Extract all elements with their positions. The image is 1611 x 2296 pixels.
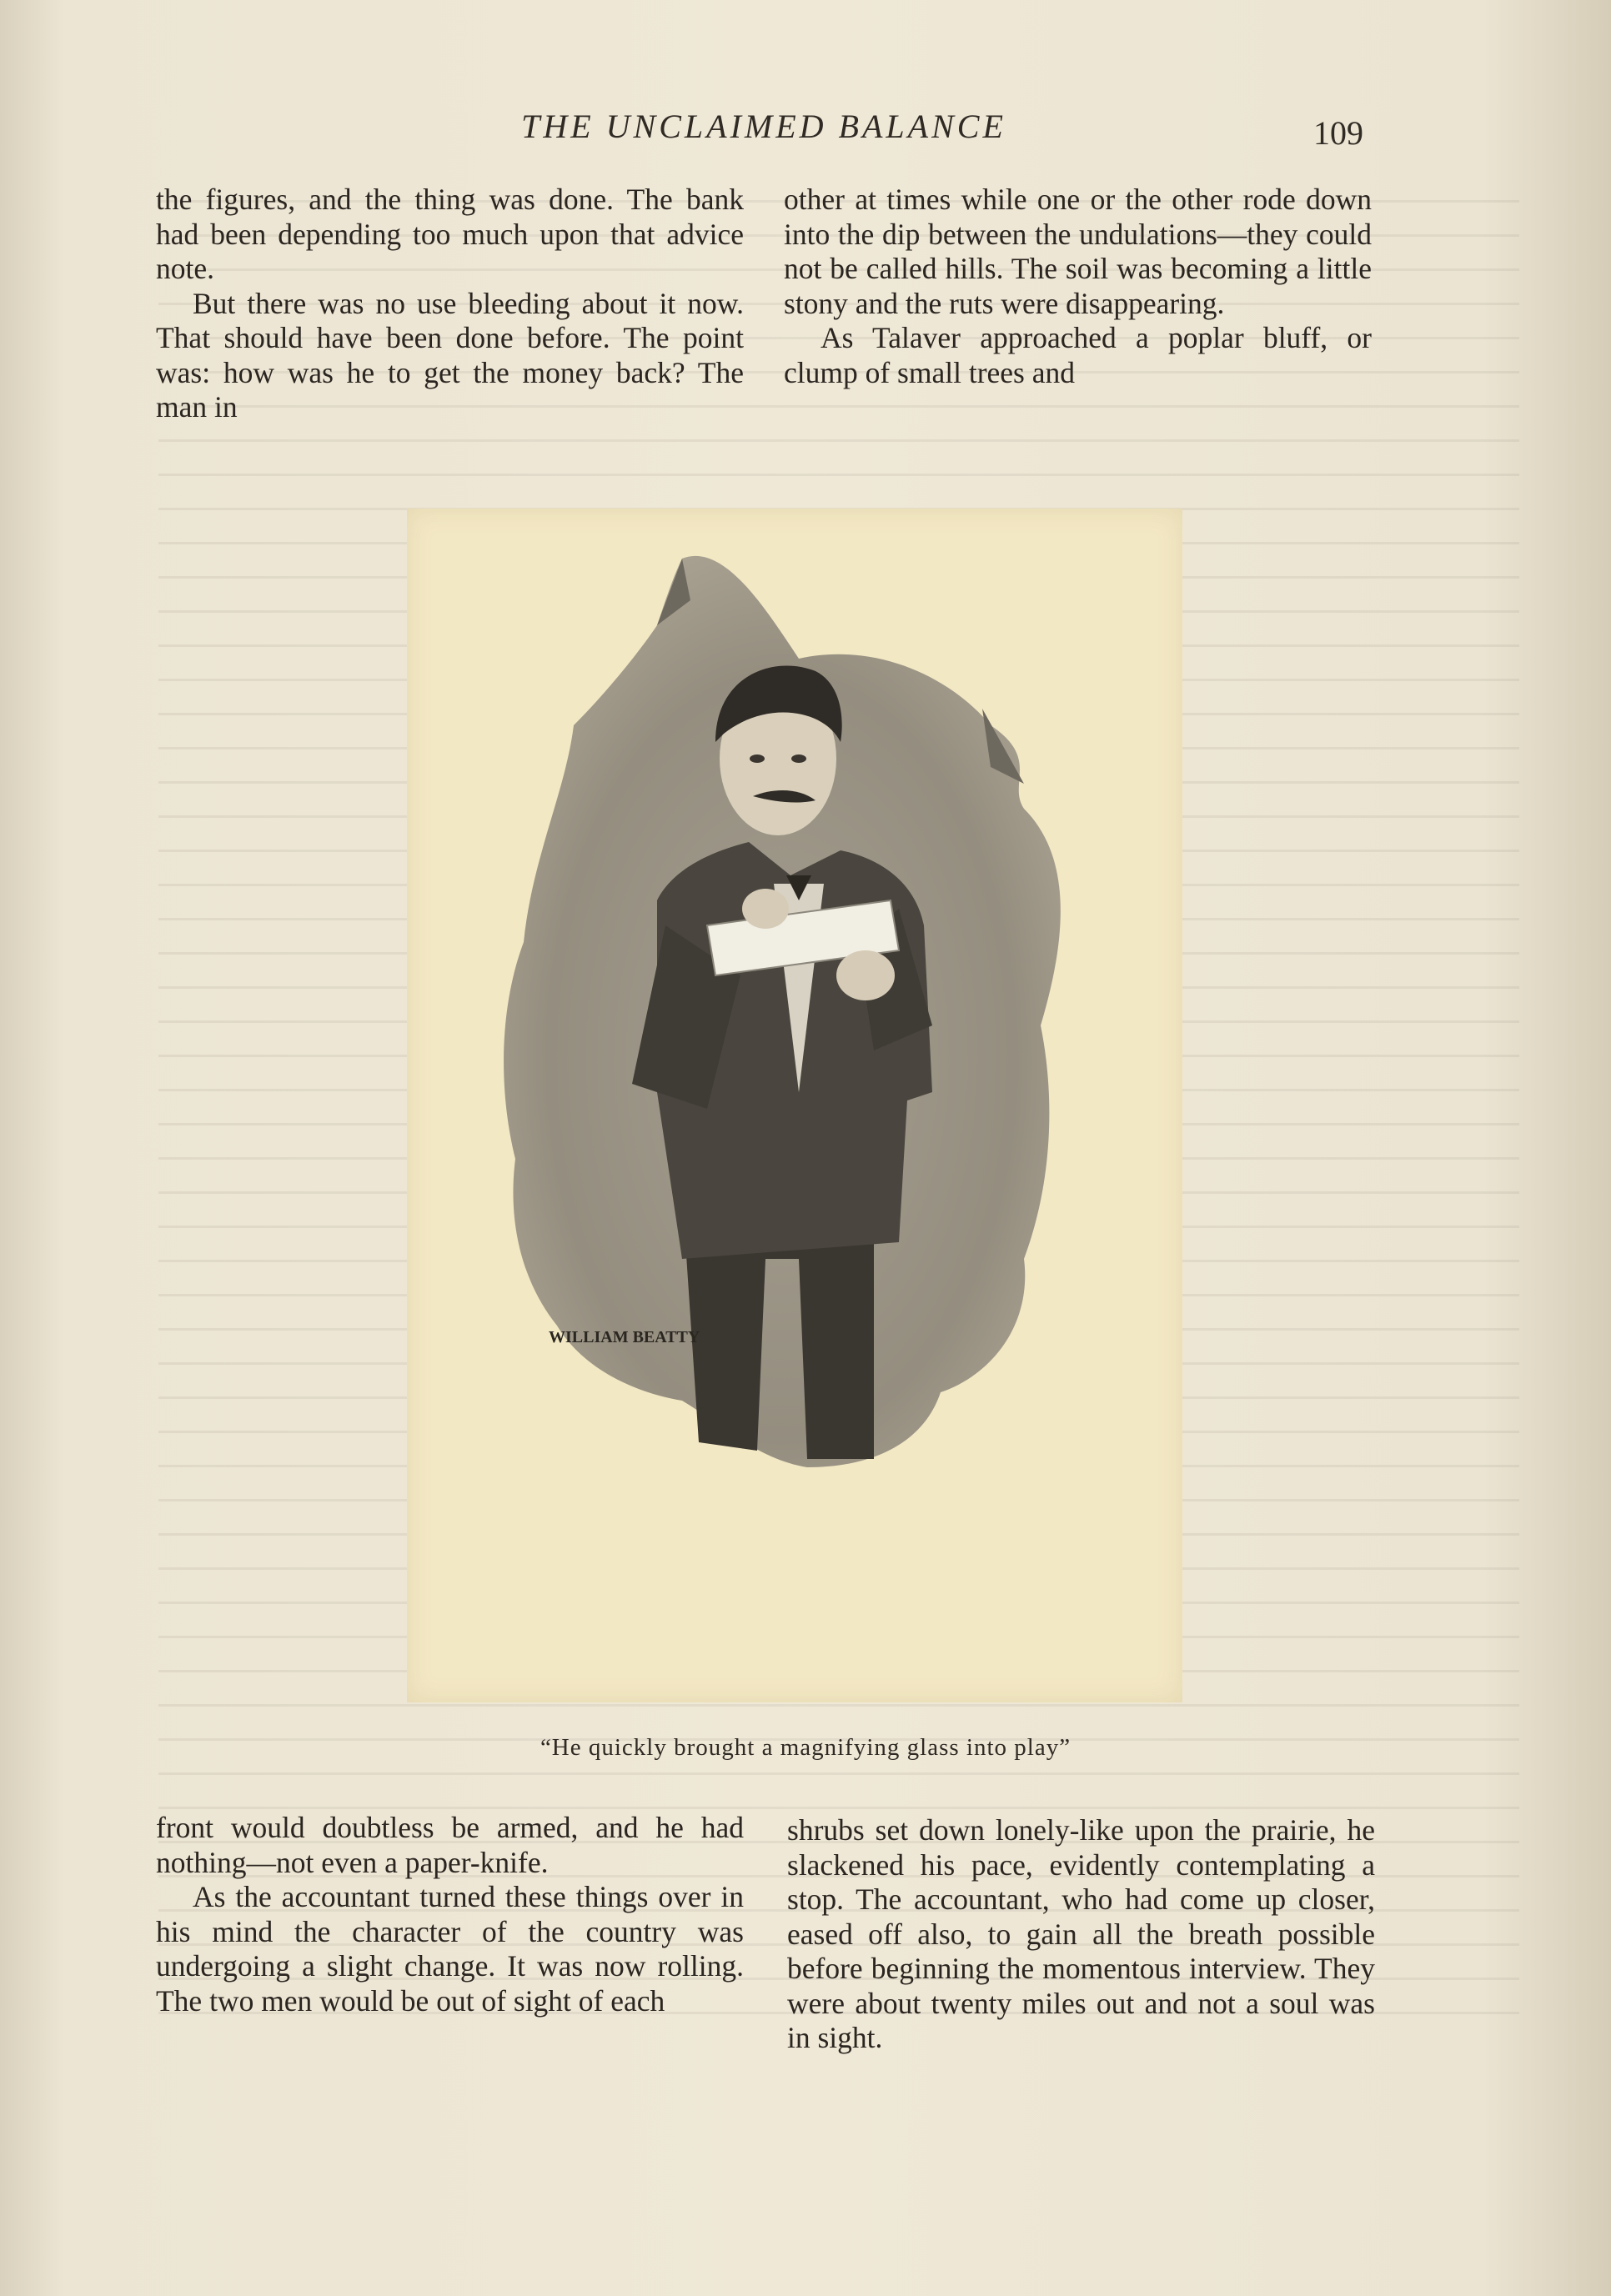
artist-signature: WILLIAM BEATTY (549, 1328, 700, 1346)
page-number: 109 (1313, 114, 1363, 152)
running-head (0, 107, 1611, 157)
illustration-caption: “He quickly brought a magnifying glass into play” (540, 1734, 1071, 1761)
paragraph: But there was no use bleeding about it now. That should have been done before. The point was: how was he to get the money back? The man in (156, 286, 744, 424)
running-title: THE UNCLAIMED BALANCE (521, 108, 1006, 145)
paragraph: As Talaver approached a poplar bluff, or clump of small trees and (784, 321, 1372, 389)
paragraph: front would doubtless be armed, and he had nothing—not even a paper-knife. (156, 1811, 744, 1879)
illustration-plate (407, 509, 1182, 1702)
man-reading-illustration (407, 509, 1182, 1702)
column-top-left (156, 183, 744, 425)
column-bottom-left (156, 1811, 744, 2018)
column-top-right (784, 183, 1372, 390)
paragraph: shrubs set down lonely-like upon the prairie, he slackened his pace, evidently contemplating a stop. The accountant, who had come up closer, eased off also, to gain all the breath possible before beginning the momentous interview. They were about twenty miles out and not a soul was in sight. (787, 1813, 1375, 2054)
paragraph: As the accountant turned these things over in his mind the character of the country was undergoing a slight change. It was now rolling. The two men would be out of sight of each (156, 1880, 744, 2018)
paragraph: other at times while one or the other rode down into the dip between the undulations—they could not be called hills. The soil was becoming a little stony and the ruts were disappearing. (784, 183, 1372, 320)
column-bottom-right (787, 1813, 1375, 2056)
hand (742, 889, 789, 929)
hand (836, 950, 895, 1000)
paragraph: the figures, and the thing was done. The bank had been depending too much upon that advice note. (156, 183, 744, 285)
